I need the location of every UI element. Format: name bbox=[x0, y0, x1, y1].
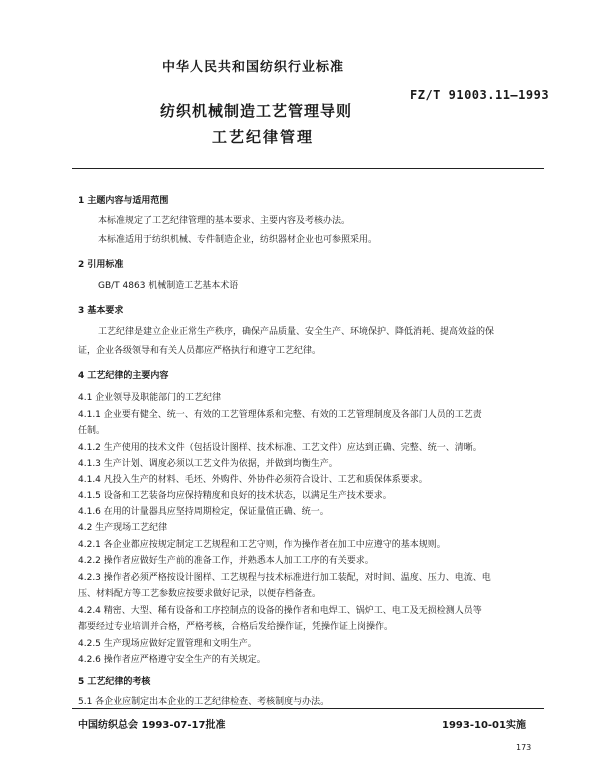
section-1-para-1: 本标准规定了工艺纪律管理的基本要求、主要内容及考核办法。 bbox=[98, 216, 351, 226]
approval-date: 中国纺织总会 1993-07-17批准 bbox=[78, 720, 226, 731]
clause-4-1-4: 4.1.4 凡投入生产的材料、毛坯、外购件、外协件必须符合设计、工艺和质保体系要求。 bbox=[78, 475, 428, 485]
clause-4-1: 4.1 企业领导及职能部门的工艺纪律 bbox=[78, 393, 222, 403]
clause-4-2-6: 4.2.6 操作者应严格遵守安全生产的有关规定。 bbox=[78, 655, 266, 665]
clause-4-1-1-line-2: 任制。 bbox=[78, 426, 106, 436]
section-5-heading: 5 工艺纪律的考核 bbox=[78, 677, 151, 687]
footer-divider bbox=[72, 708, 544, 709]
clause-4-1-1-line-1: 4.1.1 企业要有健全、统一、有效的工艺管理体系和完整、有效的工艺管理制度及各部门人员的工艺责 bbox=[78, 410, 482, 420]
section-2-reference: GB/T 4863 机械制造工艺基本术语 bbox=[98, 281, 239, 291]
document-subtitle: 工艺纪律管理 bbox=[212, 128, 315, 146]
clause-4-2-1: 4.2.1 各企业都应按规定制定工艺规程和工艺守则，作为操作者在加工中应遵守的基本规则。 bbox=[78, 540, 446, 550]
clause-4-2-2: 4.2.2 操作者应做好生产前的准备工作，并熟悉本人加工工序的有关要求。 bbox=[78, 556, 374, 566]
clause-5-1: 5.1 各企业应制定出本企业的工艺纪律检查、考核制度与办法。 bbox=[78, 697, 330, 707]
section-4-heading: 4 工艺纪律的主要内容 bbox=[78, 371, 169, 381]
clause-4-1-3: 4.1.3 生产计划、调度必须以工艺文件为依据，并做到均衡生产。 bbox=[78, 459, 338, 469]
clause-4-2-4-line-1: 4.2.4 精密、大型、稀有设备和工序控制点的设备的操作者和电焊工、锅炉工、电工及无损检测人员等 bbox=[78, 606, 482, 616]
clause-4-1-6: 4.1.6 在用的计量器具应坚持周期检定，保证量值正确、统一。 bbox=[78, 507, 329, 517]
issuing-authority: 中华人民共和国纺织行业标准 bbox=[162, 60, 345, 75]
clause-4-2-3-line-1: 4.2.3 操作者必须严格按设计图样、工艺规程与技术标准进行加工装配，对时间、温度、压力、电流、电 bbox=[78, 573, 491, 583]
section-1-heading: 1 主题内容与适用范围 bbox=[78, 196, 169, 206]
page-number: 173 bbox=[516, 743, 532, 752]
clause-4-1-5: 4.1.5 设备和工艺装备均应保持精度和良好的技术状态，以满足生产技术要求。 bbox=[78, 491, 392, 501]
section-3-heading: 3 基本要求 bbox=[78, 306, 124, 316]
implementation-date: 1993-10-01实施 bbox=[442, 720, 526, 731]
section-1-para-2: 本标准适用于纺织机械、专件制造企业，纺织器材企业也可参照采用。 bbox=[98, 235, 378, 245]
clause-4-2-5: 4.2.5 生产现场应做好定置管理和文明生产。 bbox=[78, 639, 257, 649]
clause-4-2-3-line-2: 压、材料配方等工艺参数应按要求做好记录，以便存档备查。 bbox=[78, 589, 322, 599]
header-divider bbox=[72, 168, 544, 169]
document-title: 纺织机械制造工艺管理导则 bbox=[160, 102, 353, 120]
standard-number: FZ/T 91003.11—1993 bbox=[410, 88, 550, 102]
clause-4-1-2: 4.1.2 生产使用的技术文件（包括设计图样、技术标准、工艺文件）应达到正确、完整、统一、清晰。 bbox=[78, 443, 482, 453]
clause-4-2: 4.2 生产现场工艺纪律 bbox=[78, 523, 168, 533]
section-3-para-line-1: 工艺纪律是建立企业正常生产秩序，确保产品质量、安全生产、环境保护、降低消耗、提高效益的保 bbox=[98, 327, 495, 337]
section-3-para-line-2: 证，企业各级领导和有关人员都应严格执行和遵守工艺纪律。 bbox=[78, 346, 322, 356]
section-2-heading: 2 引用标准 bbox=[78, 260, 124, 270]
clause-4-2-4-line-2: 都要经过专业培训并合格，严格考核，合格后发给操作证，凭操作证上岗操作。 bbox=[78, 622, 394, 632]
